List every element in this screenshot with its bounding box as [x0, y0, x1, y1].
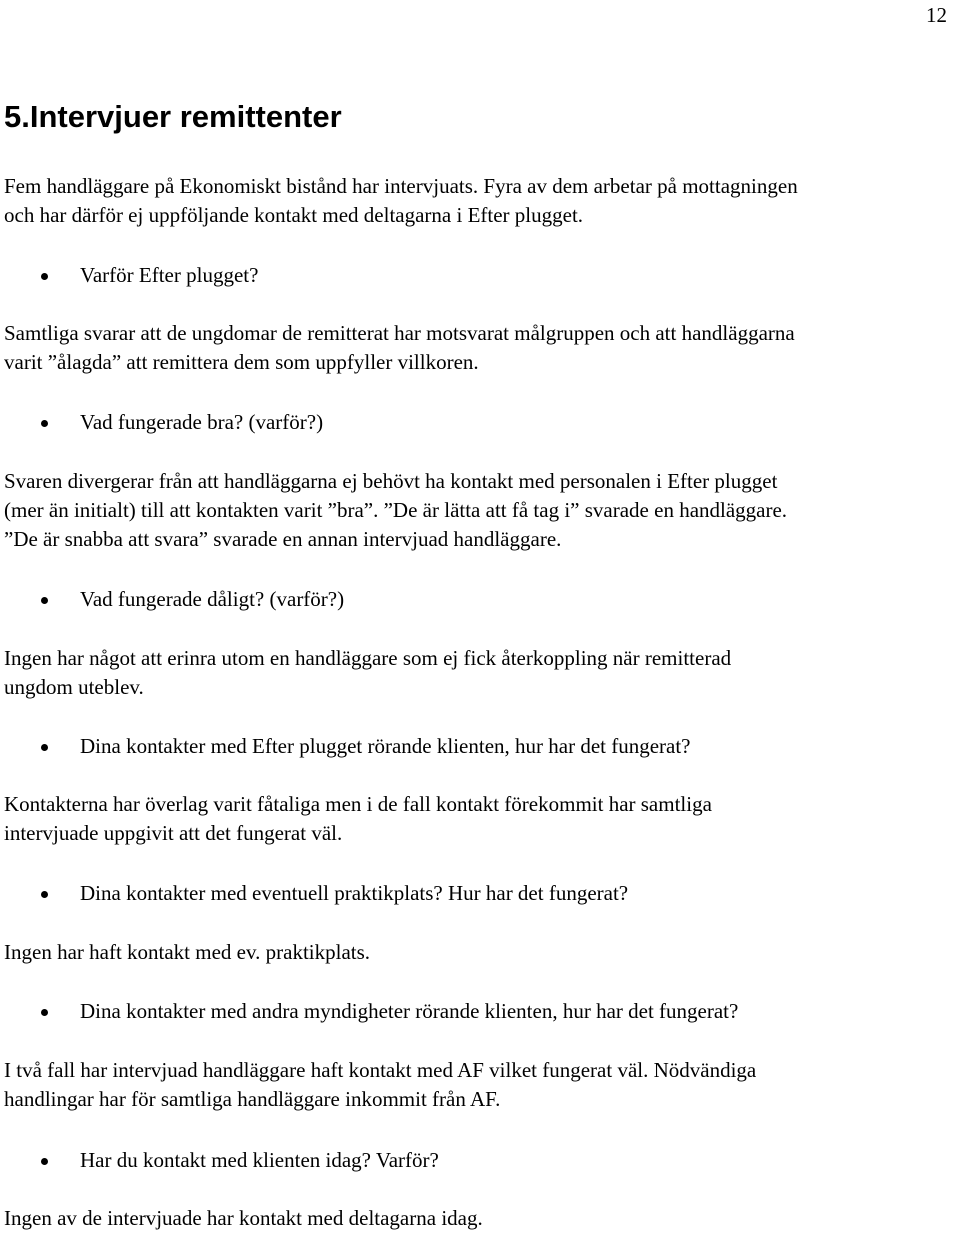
bullet-dot	[41, 1158, 48, 1165]
question-text: Dina kontakter med andra myndigheter rörande klienten, hur har det fungerat?	[80, 999, 739, 1023]
question-item	[4, 585, 960, 614]
question-item	[4, 261, 960, 290]
text-line: (mer än initialt) till att kontakten varit ”bra”. ”De är lätta att få tag i” svarade en handläggare.	[4, 498, 788, 522]
text-line: Samtliga svarar att de ungdomar de remitterat har motsvarat målgruppen och att handläggarna	[4, 321, 795, 345]
section-heading: 5.Intervjuer remittenter	[4, 99, 342, 134]
text-line: och har därför ej uppföljande kontakt med deltagarna i Efter plugget.	[4, 203, 584, 227]
text-line: Fem handläggare på Ekonomiskt bistånd har intervjuats. Fyra av dem arbetar på mottagningen	[4, 174, 798, 198]
question-text: Varför Efter plugget?	[80, 263, 259, 287]
text-line: Svaren divergerar från att handläggarna ej behövt ha kontakt med personalen i Efter plugget	[4, 469, 778, 493]
question-item	[4, 879, 960, 908]
text-line: Ingen har haft kontakt med ev. praktikplats.	[4, 940, 371, 964]
bullet-dot	[41, 891, 48, 898]
intro-paragraph	[4, 172, 960, 230]
text-line: ungdom uteblev.	[4, 675, 144, 699]
question-item	[4, 997, 960, 1026]
answer-paragraph	[4, 644, 960, 702]
bullet-dot	[41, 420, 48, 427]
text-line: ”De är snabba att svara” svarade en annan intervjuad handläggare.	[4, 527, 562, 551]
question-text: Har du kontakt med klienten idag? Varför?	[80, 1148, 439, 1172]
answer-paragraph	[4, 319, 960, 377]
question-text: Vad fungerade dåligt? (varför?)	[80, 587, 345, 611]
text-line: Ingen av de intervjuade har kontakt med deltagarna idag.	[4, 1206, 483, 1230]
text-line: Kontakterna har överlag varit fåtaliga men i de fall kontakt förekommit har samtliga	[4, 792, 712, 816]
page-number: 12	[926, 3, 947, 27]
question-text: Dina kontakter med Efter plugget rörande klienten, hur har det fungerat?	[80, 734, 691, 758]
answer-paragraph	[4, 1056, 960, 1114]
bullet-dot	[41, 273, 48, 280]
question-text: Dina kontakter med eventuell praktikplats? Hur har det fungerat?	[80, 881, 629, 905]
answer-paragraph	[4, 938, 960, 967]
bullet-dot	[41, 597, 48, 604]
bullet-dot	[41, 1009, 48, 1016]
question-text: Vad fungerade bra? (varför?)	[80, 410, 324, 434]
text-line: varit ”ålagda” att remittera dem som uppfyller villkoren.	[4, 350, 479, 374]
question-item	[4, 732, 960, 761]
text-line: handlingar har för samtliga handläggare inkommit från AF.	[4, 1087, 501, 1111]
question-item	[4, 1146, 960, 1175]
answer-paragraph	[4, 790, 960, 848]
question-item	[4, 408, 960, 437]
answer-paragraph	[4, 467, 960, 554]
answer-paragraph	[4, 1204, 960, 1233]
text-line: Ingen har något att erinra utom en handläggare som ej fick återkoppling när remitterad	[4, 646, 732, 670]
text-line: intervjuade uppgivit att det fungerat väl.	[4, 821, 343, 845]
text-line: I två fall har intervjuad handläggare haft kontakt med AF vilket fungerat väl. Nödvändiga	[4, 1058, 757, 1082]
bullet-dot	[41, 744, 48, 751]
